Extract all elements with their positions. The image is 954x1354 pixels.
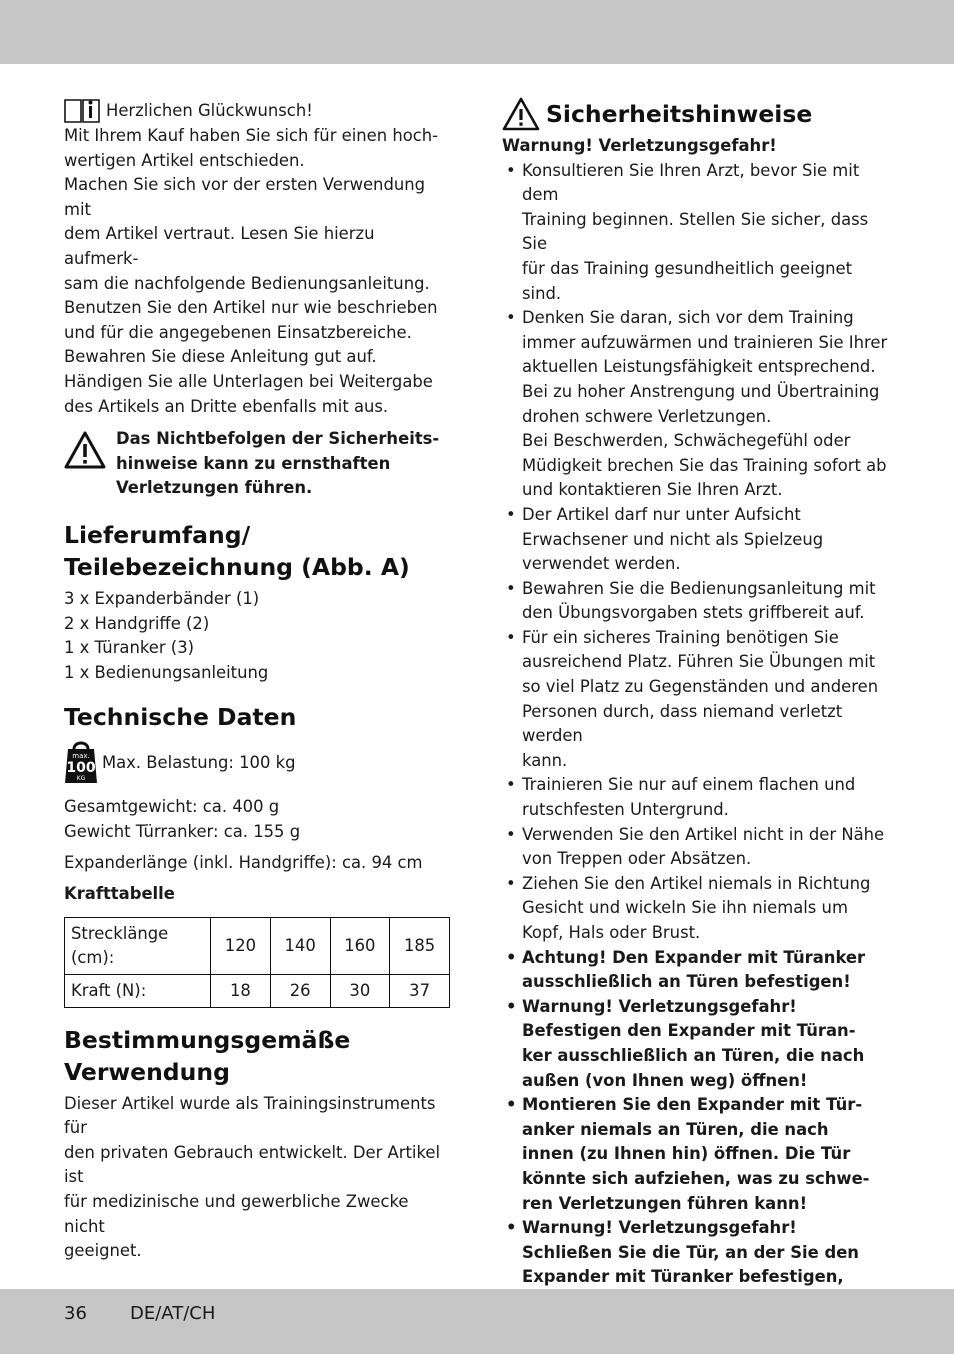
safety-bullet-line: • Der Artikel darf nur unter Aufsicht — [522, 504, 801, 524]
table-cell: 26 — [270, 974, 330, 1007]
safety-bullet-line: Erwachsener und nicht als Spielzeug — [522, 529, 824, 549]
safety-bullet-line: ker ausschließlich an Türen, die nach — [522, 1045, 865, 1065]
delivery-item: 1 x Bedienungsanleitung — [64, 662, 269, 682]
safety-bullet-line: Bei zu hoher Anstrengung und Übertraining — [522, 381, 880, 401]
safety-bullet — [502, 823, 894, 872]
table-cell: 30 — [330, 974, 390, 1007]
usage-line: Dieser Artikel wurde als Trainingsinstruments für — [64, 1093, 436, 1138]
delivery-title-line: Lieferumfang/ — [64, 520, 251, 549]
intro-line: Machen Sie sich vor der ersten Verwendung mit — [64, 175, 426, 219]
table-cell: Strecklänge (cm): — [65, 917, 211, 974]
table-cell: 140 — [270, 917, 330, 974]
table-cell: 160 — [330, 917, 390, 974]
safety-bullet-line: verwendet werden. — [522, 554, 681, 574]
left-column — [64, 96, 452, 1264]
safety-subtitle: Warnung! Verletzungsgefahr! — [502, 136, 777, 155]
safety-list — [502, 159, 894, 1315]
safety-bullet-line: • Ziehen Sie den Artikel niemals in Richtung — [522, 873, 871, 893]
intro-line: und für die angegebenen Einsatzbereiche. — [64, 322, 412, 342]
force-table-title: Krafttabelle — [64, 884, 175, 904]
intro-line: Bewahren Sie diese Anleitung gut auf. — [64, 347, 377, 367]
delivery-item: 3 x Expanderbänder (1) — [64, 588, 260, 608]
weight-icon-max: max. — [72, 752, 90, 761]
safety-title: Sicherheitshinweise — [546, 100, 813, 128]
intro-warning — [64, 427, 452, 501]
right-column — [502, 96, 894, 1315]
safety-bullet-line: • Bewahren Sie die Bedienungsanleitung mit — [522, 578, 876, 598]
total-weight: Gesamtgewicht: ca. 400 g — [64, 797, 280, 817]
safety-bullet-line: Personen durch, dass niemand verletzt werden — [522, 701, 843, 746]
safety-bullet-line: • Für ein sicheres Training benötigen Sie — [522, 627, 839, 647]
weight-icon-unit: KG — [76, 775, 86, 783]
safety-bullet-line: • Warnung! Verletzungsgefahr! — [522, 1218, 797, 1238]
force-table — [64, 917, 450, 1008]
safety-bullet-line: Müdigkeit brechen Sie das Training sofort ab — [522, 455, 887, 475]
info-book-icon — [64, 96, 100, 124]
table-cell: 185 — [390, 917, 450, 974]
intro-line: Mit Ihrem Kauf haben Sie sich für einen hoch- — [64, 126, 439, 145]
safety-bullet-line: Expander mit Türanker befestigen, — [522, 1267, 844, 1287]
intro-line: Händigen Sie alle Unterlagen bei Weitergabe — [64, 371, 433, 391]
table-row — [65, 917, 450, 974]
safety-bullet-line: rutschfesten Untergrund. — [522, 800, 729, 820]
safety-bullet-line: für das Training gesundheitlich geeignet sind. — [522, 258, 852, 303]
delivery-title-line: Teilebezeichnung (Abb. A) — [64, 552, 410, 581]
intro-line: des Artikels an Dritte ebenfalls mit aus. — [64, 396, 389, 416]
delivery-item: 1 x Türanker (3) — [64, 638, 195, 658]
usage-title-line: Verwendung — [64, 1057, 230, 1086]
max-load: Max. Belastung: 100 kg — [102, 752, 296, 772]
safety-bullet-line: drohen schwere Verletzungen. — [522, 406, 772, 426]
table-cell: 120 — [211, 917, 271, 974]
safety-bullet-line: kann. — [522, 750, 568, 770]
safety-bullet-line: • Montieren Sie den Expander mit Tür- — [522, 1095, 863, 1115]
intro-heading: Herzlichen Glückwunsch! — [106, 101, 313, 121]
usage-line: geeignet. — [64, 1241, 142, 1261]
warning-line: hinweise kann zu ernsthaften — [116, 453, 391, 473]
safety-title-row — [502, 96, 894, 132]
safety-bullet-line: Training beginnen. Stellen Sie sicher, dass Sie — [522, 209, 869, 254]
warning-line: Verletzungen führen. — [116, 478, 313, 498]
safety-bullet-line: könnte sich aufziehen, was zu schwe- — [522, 1168, 870, 1188]
table-cell: Kraft (N): — [65, 974, 211, 1007]
safety-bullet-line: • Warnung! Verletzungsgefahr! — [522, 996, 797, 1016]
weight-100kg-icon — [64, 739, 98, 787]
header-band — [0, 0, 954, 64]
intro-line: Benutzen Sie den Artikel nur wie beschrieben — [64, 298, 438, 318]
intro-line: wertigen Artikel entschieden. — [64, 150, 305, 170]
usage-line: für medizinische und gewerbliche Zwecke nicht — [64, 1192, 409, 1236]
page-number: 36 — [64, 1303, 87, 1324]
safety-bullet-line: von Treppen oder Absätzen. — [522, 849, 752, 869]
table-cell: 37 — [390, 974, 450, 1007]
safety-bullet-line: Befestigen den Expander mit Türan- — [522, 1021, 856, 1041]
safety-bullet-line: außen (von Ihnen weg) öffnen! — [522, 1070, 808, 1090]
safety-bullet — [502, 773, 894, 822]
safety-bullet — [502, 946, 894, 995]
table-cell: 18 — [211, 974, 271, 1007]
intro-line: sam die nachfolgende Bedienungsanleitung. — [64, 273, 430, 293]
usage-line: den privaten Gebrauch entwickelt. Der Artikel ist — [64, 1142, 440, 1187]
max-load-row — [64, 739, 452, 787]
safety-bullet-line: innen (zu Ihnen hin) öffnen. Die Tür — [522, 1144, 851, 1164]
safety-bullet-line: immer aufzuwärmen und trainieren Sie Ihrer — [522, 332, 888, 352]
safety-bullet — [502, 995, 894, 1093]
tech-title: Technische Daten — [64, 703, 297, 732]
safety-bullet-line: ausreichend Platz. Führen Sie Übungen mit — [522, 652, 876, 672]
usage-section — [64, 1024, 452, 1264]
safety-bullet-line: und kontaktieren Sie Ihren Arzt. — [522, 480, 783, 500]
safety-bullet — [502, 503, 894, 577]
usage-title-line: Bestimmungsgemäße — [64, 1025, 351, 1054]
safety-bullet-line: anker niemals an Türen, die nach — [522, 1119, 829, 1139]
safety-bullet-line: • Verwenden Sie den Artikel nicht in der Nähe — [522, 824, 885, 844]
safety-bullet-line: Gesicht und wickeln Sie ihn niemals um — [522, 898, 848, 918]
delivery-section — [64, 519, 452, 685]
safety-bullet — [502, 159, 894, 307]
warning-triangle-icon — [502, 97, 540, 131]
safety-bullet-line: ausschließlich an Türen befestigen! — [522, 972, 851, 992]
warning-line: Das Nichtbefolgen der Sicherheits- — [116, 429, 440, 449]
safety-bullet-line: • Trainieren Sie nur auf einem flachen und — [522, 775, 856, 795]
safety-bullet — [502, 1093, 894, 1216]
safety-bullet-line: • Denken Sie daran, sich vor dem Training — [522, 308, 854, 328]
intro-text — [64, 124, 452, 419]
delivery-item: 2 x Handgriffe (2) — [64, 613, 210, 633]
safety-bullet — [502, 626, 894, 774]
safety-bullet-line: Kopf, Hals oder Brust. — [522, 923, 701, 942]
safety-bullet-line: aktuellen Leistungsfähigkeit entsprechend. — [522, 357, 876, 377]
safety-bullet — [502, 306, 894, 503]
safety-bullet-line: • Konsultieren Sie Ihren Arzt, bevor Sie mit dem — [522, 160, 860, 205]
safety-bullet-line: den Übungsvorgaben stets griffbereit auf. — [522, 603, 865, 623]
safety-bullet-line: so viel Platz zu Gegenständen und anderen — [522, 677, 879, 697]
intro-heading-row — [64, 96, 452, 124]
safety-bullet-line: • Achtung! Den Expander mit Türanker — [522, 947, 866, 967]
safety-bullet-line: Bei Beschwerden, Schwächegefühl oder — [522, 431, 851, 451]
expander-length: Expanderlänge (inkl. Handgriffe): ca. 94 cm — [64, 853, 423, 873]
safety-bullet-line: Schließen Sie die Tür, an der Sie den — [522, 1242, 859, 1262]
table-row — [65, 974, 450, 1007]
warning-triangle-icon — [64, 431, 106, 469]
weight-icon-value: 100 — [66, 760, 96, 777]
intro-line: dem Artikel vertraut. Lesen Sie hierzu aufmerk- — [64, 224, 375, 268]
safety-bullet-line: ren Verletzungen führen kann! — [522, 1193, 808, 1213]
safety-bullet — [502, 872, 894, 946]
anchor-weight: Gewicht Türranker: ca. 155 g — [64, 821, 301, 841]
language-code: DE/AT/CH — [130, 1303, 216, 1324]
tech-section — [64, 701, 452, 1007]
safety-bullet — [502, 577, 894, 626]
